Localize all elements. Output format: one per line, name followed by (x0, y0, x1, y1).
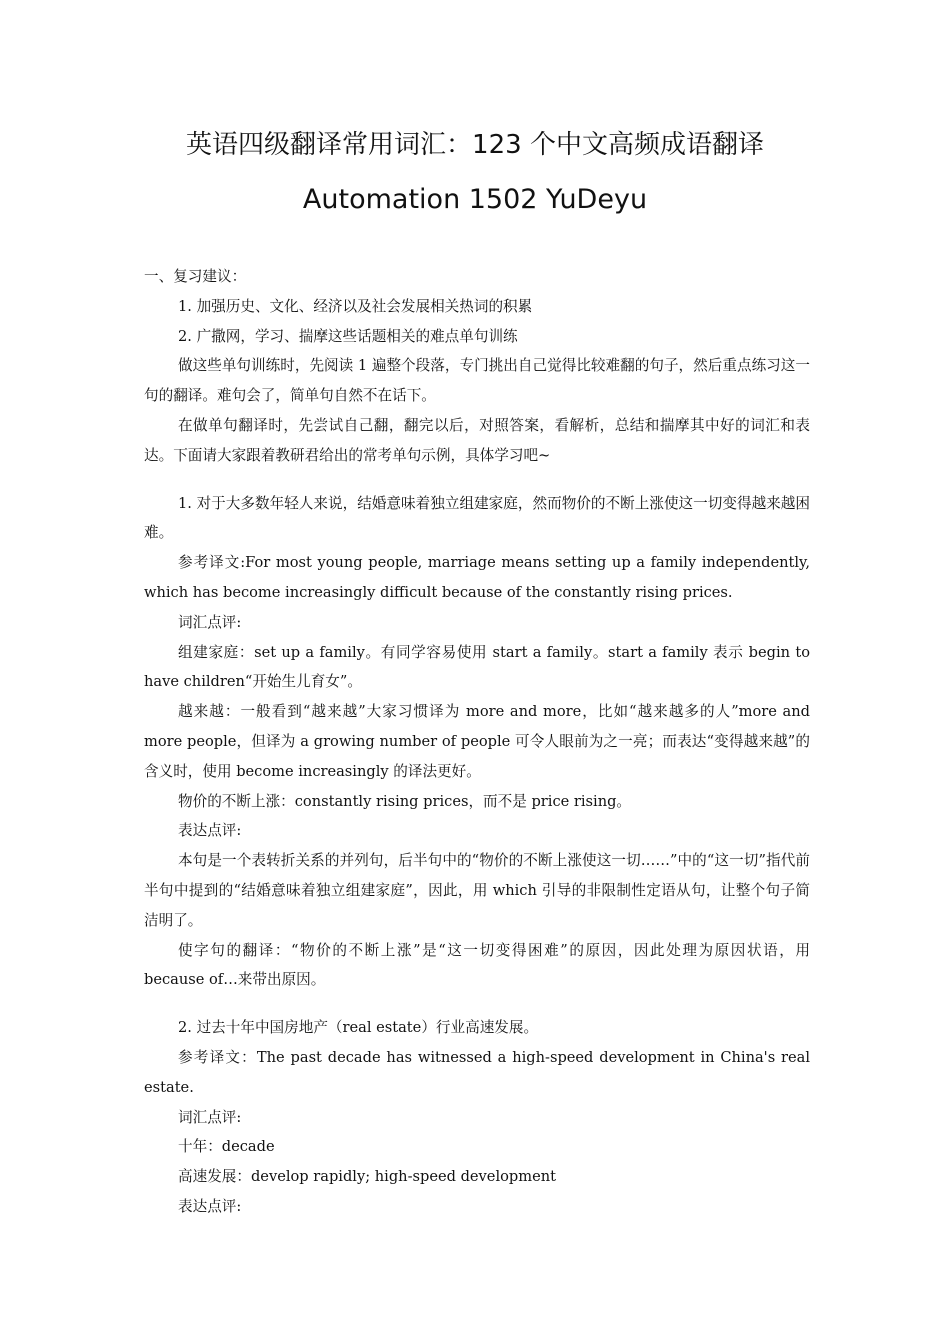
list-item: 2. 广撒网，学习、揣摩这些话题相关的难点单句训练 (178, 327, 518, 345)
vocab-note: 组建家庭：set up a family。有同学容易使用 start a family。start a family 表示 begin to have children“开始生儿育女”。 (144, 643, 810, 691)
document-body (144, 262, 810, 1222)
paragraph: 做这些单句训练时，先阅读 1 遍整个段落，专门挑出自己觉得比较难翻的句子，然后重点练习这一句的翻译。难句会了，简单句自然不在话下。 (144, 357, 810, 405)
reference-translation: 参考译文:For most young people, marriage means setting up a family independently, which has become increasingly difficult because of the constantly rising prices. (144, 554, 810, 601)
example-question: 1. 对于大多数年轻人来说，结婚意味着独立组建家庭，然而物价的不断上涨使这一切变得越来越困难。 (144, 494, 810, 542)
vocab-heading: 词汇点评: (178, 1108, 242, 1126)
document-title: 英语四级翻译常用词汇：123 个中文高频成语翻译 (186, 130, 764, 160)
vocab-note: 越来越：一般看到“越来越”大家习惯译为 more and more，比如“越来越多的人”more and more people，但译为 a growing number of people 可令人眼前为之一亮；而表达“变得越来越”的含义时，使用 become increasingly 的译法更好。 (144, 703, 810, 780)
paragraph: 在做单句翻译时，先尝试自己翻，翻完以后，对照答案，看解析，总结和揣摩其中好的词汇和表达。下面请大家跟着教研君给出的常考单句示例，具体学习吧~ (144, 416, 810, 464)
expression-heading: 表达点评: (178, 1197, 242, 1215)
vocab-heading: 词汇点评: (178, 613, 242, 631)
expression-note: 使字句的翻译：“物价的不断上涨”是“这一切变得困难”的原因，因此处理为原因状语，用 because of…来带出原因。 (144, 941, 810, 989)
example-question: 2. 过去十年中国房地产（real estate）行业高速发展。 (178, 1019, 539, 1037)
section-heading: 一、复习建议： (144, 268, 247, 285)
expression-note: 本句是一个表转折关系的并列句，后半句中的“物价的不断上涨使这一切……”中的“这一切”指代前半句中提到的“结婚意味着独立组建家庭”，因此，用 which 引导的非限制性定语从句，让整个句子简洁明了。 (144, 852, 810, 929)
expression-heading: 表达点评: (178, 822, 242, 840)
document-subtitle: Automation 1502 YuDeyu (302, 184, 648, 215)
vocab-note: 高速发展：develop rapidly; high-speed development (178, 1168, 556, 1186)
reference-translation: 参考译文：The past decade has witnessed a high-speed development in China's real estate. (144, 1048, 810, 1096)
list-item: 1. 加强历史、文化、经济以及社会发展相关热词的积累 (178, 297, 533, 315)
vocab-note: 十年：decade (178, 1138, 275, 1156)
vocab-note: 物价的不断上涨：constantly rising prices，而不是 price rising。 (178, 792, 632, 810)
